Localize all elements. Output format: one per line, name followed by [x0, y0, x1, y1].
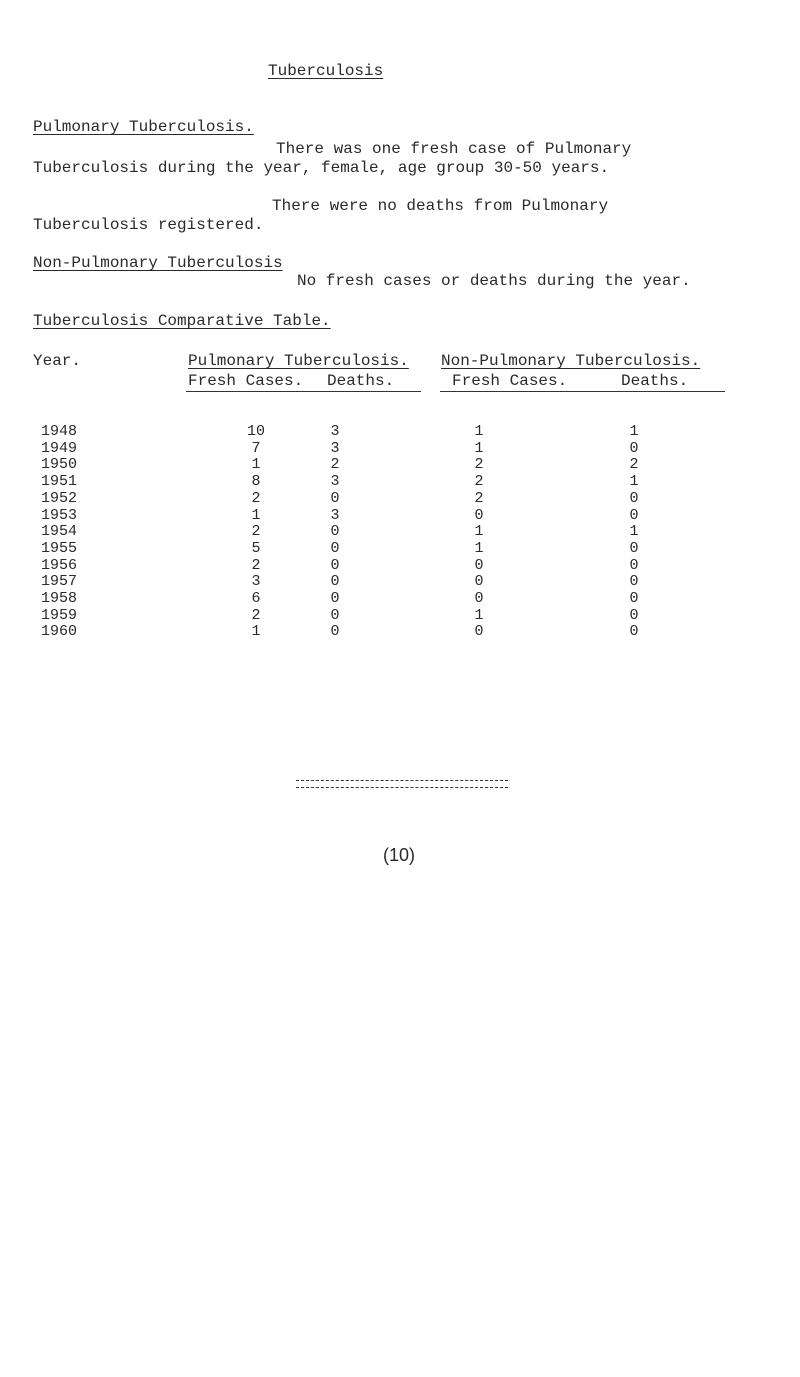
cell-non-pulmonary-fresh: 2	[474, 473, 484, 491]
cell-pulmonary-deaths: 0	[330, 623, 340, 641]
cell-non-pulmonary-deaths: 0	[629, 556, 639, 574]
cell-pulmonary-fresh: 1	[251, 456, 261, 474]
cell-year: 1957	[41, 573, 78, 591]
cell-pulmonary-deaths: 3	[330, 423, 340, 440]
column-header-pulmonary-fresh: Fresh Cases.	[188, 372, 304, 390]
cell-non-pulmonary-deaths: 0	[629, 573, 639, 591]
cell-non-pulmonary-deaths: 0	[629, 439, 639, 457]
page-number: (10)	[383, 845, 416, 865]
cell-pulmonary-fresh: 8	[251, 473, 261, 491]
cell-non-pulmonary-fresh: 1	[474, 523, 484, 541]
cell-non-pulmonary-deaths: 1	[629, 423, 639, 440]
cell-pulmonary-fresh: 2	[251, 556, 261, 574]
cell-non-pulmonary-deaths: 0	[629, 489, 639, 507]
cell-pulmonary-fresh: 6	[251, 590, 261, 607]
cell-non-pulmonary-fresh: 1	[474, 423, 484, 440]
cell-non-pulmonary-fresh: 0	[474, 590, 484, 607]
cell-year: 1960	[41, 623, 78, 641]
column-header-year: Year.	[33, 352, 82, 370]
header-rule-pulmonary	[186, 391, 421, 392]
cell-pulmonary-deaths: 0	[330, 573, 340, 591]
cell-pulmonary-deaths: 3	[330, 506, 340, 524]
cell-non-pulmonary-deaths: 1	[629, 473, 639, 491]
cell-non-pulmonary-fresh: 1	[474, 606, 484, 624]
cell-year: 1953	[41, 506, 78, 524]
group-header-non-pulmonary: Non-Pulmonary Tuberculosis.	[441, 352, 701, 370]
pulmonary-text-line-3: There were no deaths from Pulmonary	[272, 197, 609, 215]
cell-year: 1952	[41, 489, 78, 507]
column-header-pulmonary-deaths: Deaths.	[327, 372, 395, 390]
cell-non-pulmonary-fresh: 0	[474, 623, 484, 641]
non-pulmonary-heading: Non-Pulmonary Tuberculosis	[33, 254, 283, 272]
cell-non-pulmonary-deaths: 0	[629, 590, 639, 607]
cell-year: 1956	[41, 556, 78, 574]
non-pulmonary-text: No fresh cases or deaths during the year.	[297, 272, 691, 290]
cell-non-pulmonary-deaths: 1	[629, 523, 639, 541]
cell-non-pulmonary-deaths: 0	[629, 539, 639, 557]
cell-non-pulmonary-fresh: 0	[474, 506, 484, 524]
cell-pulmonary-fresh: 3	[251, 573, 261, 591]
cell-non-pulmonary-fresh: 2	[474, 456, 484, 474]
cell-pulmonary-deaths: 0	[330, 489, 340, 507]
cell-non-pulmonary-fresh: 1	[474, 439, 484, 457]
cell-pulmonary-fresh: 2	[251, 489, 261, 507]
pulmonary-text-line-4: Tuberculosis registered.	[33, 216, 264, 234]
cell-year: 1955	[41, 539, 78, 557]
cell-pulmonary-deaths: 3	[330, 439, 340, 457]
cell-pulmonary-fresh: 2	[251, 606, 261, 624]
cell-non-pulmonary-fresh: 0	[474, 573, 484, 591]
cell-year: 1951	[41, 473, 78, 491]
group-header-pulmonary: Pulmonary Tuberculosis.	[188, 352, 409, 370]
cell-pulmonary-deaths: 0	[330, 590, 340, 607]
cell-pulmonary-deaths: 0	[330, 556, 340, 574]
pulmonary-text-line-1: There was one fresh case of Pulmonary	[276, 140, 632, 158]
cell-pulmonary-deaths: 0	[330, 606, 340, 624]
double-rule-divider	[296, 780, 508, 788]
cell-non-pulmonary-deaths: 0	[629, 506, 639, 524]
cell-pulmonary-fresh: 5	[251, 539, 261, 557]
cell-pulmonary-deaths: 0	[330, 523, 340, 541]
cell-pulmonary-fresh: 7	[251, 439, 261, 457]
cell-non-pulmonary-fresh: 1	[474, 539, 484, 557]
cell-non-pulmonary-deaths: 0	[629, 623, 639, 641]
cell-pulmonary-fresh: 1	[251, 506, 261, 524]
cell-pulmonary-deaths: 0	[330, 539, 340, 557]
pulmonary-heading: Pulmonary Tuberculosis.	[33, 118, 254, 136]
cell-year: 1958	[41, 590, 78, 607]
cell-year: 1948	[41, 423, 78, 440]
cell-non-pulmonary-deaths: 2	[629, 456, 639, 474]
cell-pulmonary-fresh: 2	[251, 523, 261, 541]
column-header-non-pulmonary-fresh: Fresh Cases.	[452, 372, 568, 390]
cell-year: 1949	[41, 439, 78, 457]
cell-pulmonary-fresh: 1	[251, 623, 261, 641]
header-rule-non-pulmonary	[440, 391, 725, 392]
table-heading: Tuberculosis Comparative Table.	[33, 312, 331, 330]
cell-year: 1959	[41, 606, 78, 624]
column-header-non-pulmonary-deaths: Deaths.	[621, 372, 689, 390]
table-row	[0, 623, 800, 643]
cell-non-pulmonary-deaths: 0	[629, 606, 639, 624]
cell-pulmonary-fresh: 10	[246, 423, 265, 440]
cell-non-pulmonary-fresh: 0	[474, 556, 484, 574]
cell-year: 1954	[41, 523, 78, 541]
cell-year: 1950	[41, 456, 78, 474]
page-title: Tuberculosis	[268, 62, 384, 80]
cell-pulmonary-deaths: 2	[330, 456, 340, 474]
pulmonary-text-line-2: Tuberculosis during the year, female, age group 30-50 years.	[33, 159, 610, 177]
cell-pulmonary-deaths: 3	[330, 473, 340, 491]
cell-non-pulmonary-fresh: 2	[474, 489, 484, 507]
